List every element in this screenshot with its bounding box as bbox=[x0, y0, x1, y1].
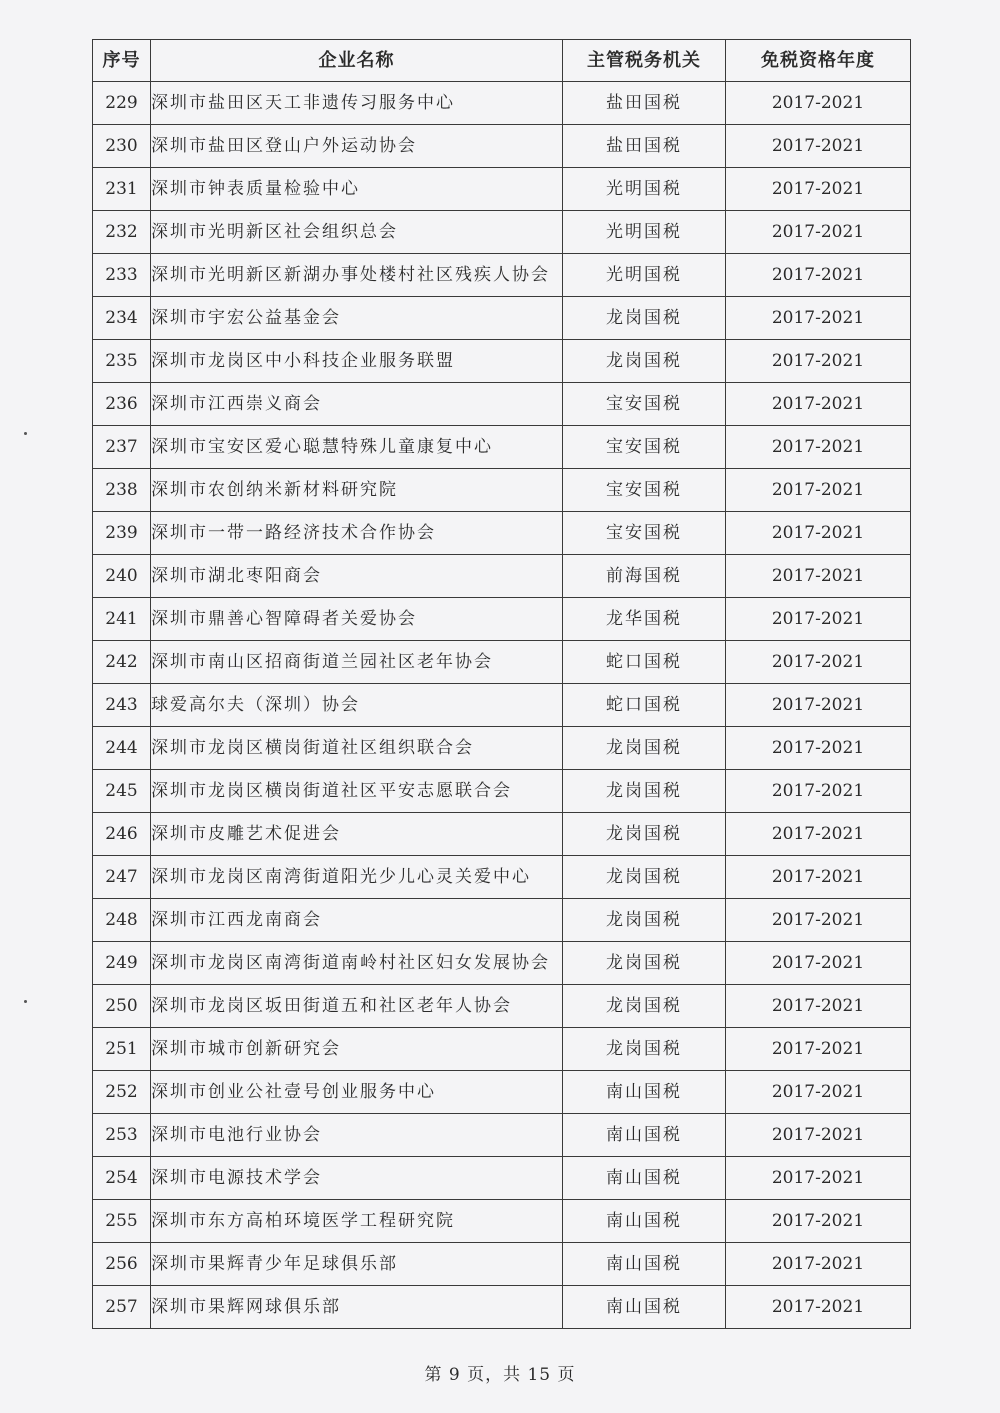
cell-exempt-years: 2017-2021 bbox=[726, 1071, 911, 1114]
table-row bbox=[93, 254, 911, 297]
cell-tax-authority: 光明国税 bbox=[563, 168, 726, 211]
cell-tax-authority: 龙华国税 bbox=[563, 598, 726, 641]
header-exempt-years: 免税资格年度 bbox=[726, 40, 911, 82]
cell-exempt-years: 2017-2021 bbox=[726, 1157, 911, 1200]
cell-company-name: 深圳市宝安区爱心聪慧特殊儿童康复中心 bbox=[151, 426, 563, 469]
cell-serial-number: 242 bbox=[93, 641, 151, 684]
cell-tax-authority: 宝安国税 bbox=[563, 469, 726, 512]
cell-serial-number: 250 bbox=[93, 985, 151, 1028]
cell-tax-authority: 南山国税 bbox=[563, 1071, 726, 1114]
cell-tax-authority: 南山国税 bbox=[563, 1114, 726, 1157]
cell-serial-number: 239 bbox=[93, 512, 151, 555]
cell-serial-number: 245 bbox=[93, 770, 151, 813]
cell-exempt-years: 2017-2021 bbox=[726, 598, 911, 641]
cell-serial-number: 243 bbox=[93, 684, 151, 727]
cell-company-name: 深圳市龙岗区横岗街道社区组织联合会 bbox=[151, 727, 563, 770]
table-row bbox=[93, 1114, 911, 1157]
cell-tax-authority: 龙岗国税 bbox=[563, 942, 726, 985]
cell-exempt-years: 2017-2021 bbox=[726, 684, 911, 727]
cell-serial-number: 236 bbox=[93, 383, 151, 426]
cell-serial-number: 252 bbox=[93, 1071, 151, 1114]
cell-serial-number: 232 bbox=[93, 211, 151, 254]
cell-serial-number: 233 bbox=[93, 254, 151, 297]
cell-exempt-years: 2017-2021 bbox=[726, 383, 911, 426]
table-row bbox=[93, 555, 911, 598]
cell-exempt-years: 2017-2021 bbox=[726, 512, 911, 555]
cell-serial-number: 230 bbox=[93, 125, 151, 168]
table-row bbox=[93, 1286, 911, 1329]
cell-company-name: 深圳市龙岗区中小科技企业服务联盟 bbox=[151, 340, 563, 383]
cell-exempt-years: 2017-2021 bbox=[726, 985, 911, 1028]
table-row bbox=[93, 727, 911, 770]
table-row bbox=[93, 340, 911, 383]
header-tax-authority: 主管税务机关 bbox=[563, 40, 726, 82]
header-serial-number: 序号 bbox=[93, 40, 151, 82]
cell-tax-authority: 蛇口国税 bbox=[563, 684, 726, 727]
cell-serial-number: 246 bbox=[93, 813, 151, 856]
cell-company-name: 深圳市钟表质量检验中心 bbox=[151, 168, 563, 211]
cell-exempt-years: 2017-2021 bbox=[726, 82, 911, 125]
table-row bbox=[93, 469, 911, 512]
cell-serial-number: 241 bbox=[93, 598, 151, 641]
cell-company-name: 深圳市电源技术学会 bbox=[151, 1157, 563, 1200]
table-header-row bbox=[93, 40, 911, 82]
cell-exempt-years: 2017-2021 bbox=[726, 168, 911, 211]
cell-serial-number: 257 bbox=[93, 1286, 151, 1329]
cell-tax-authority: 蛇口国税 bbox=[563, 641, 726, 684]
tax-exempt-table bbox=[92, 39, 911, 1329]
cell-tax-authority: 龙岗国税 bbox=[563, 985, 726, 1028]
cell-exempt-years: 2017-2021 bbox=[726, 254, 911, 297]
cell-tax-authority: 龙岗国税 bbox=[563, 856, 726, 899]
scan-speck bbox=[24, 432, 27, 435]
cell-exempt-years: 2017-2021 bbox=[726, 942, 911, 985]
cell-tax-authority: 龙岗国税 bbox=[563, 727, 726, 770]
scan-speck bbox=[24, 1000, 27, 1003]
cell-exempt-years: 2017-2021 bbox=[726, 770, 911, 813]
cell-company-name: 深圳市东方高柏环境医学工程研究院 bbox=[151, 1200, 563, 1243]
cell-company-name: 深圳市电池行业协会 bbox=[151, 1114, 563, 1157]
table-row bbox=[93, 1157, 911, 1200]
table-row bbox=[93, 856, 911, 899]
cell-company-name: 深圳市盐田区天工非遗传习服务中心 bbox=[151, 82, 563, 125]
table-row bbox=[93, 684, 911, 727]
table-row bbox=[93, 1028, 911, 1071]
table-row bbox=[93, 770, 911, 813]
cell-serial-number: 255 bbox=[93, 1200, 151, 1243]
cell-exempt-years: 2017-2021 bbox=[726, 1286, 911, 1329]
cell-tax-authority: 光明国税 bbox=[563, 254, 726, 297]
cell-tax-authority: 龙岗国税 bbox=[563, 899, 726, 942]
cell-company-name: 深圳市龙岗区横岗街道社区平安志愿联合会 bbox=[151, 770, 563, 813]
cell-tax-authority: 龙岗国税 bbox=[563, 770, 726, 813]
cell-company-name: 深圳市宇宏公益基金会 bbox=[151, 297, 563, 340]
cell-exempt-years: 2017-2021 bbox=[726, 469, 911, 512]
cell-exempt-years: 2017-2021 bbox=[726, 1243, 911, 1286]
cell-serial-number: 247 bbox=[93, 856, 151, 899]
cell-tax-authority: 龙岗国税 bbox=[563, 813, 726, 856]
cell-tax-authority: 前海国税 bbox=[563, 555, 726, 598]
cell-serial-number: 231 bbox=[93, 168, 151, 211]
cell-company-name: 深圳市城市创新研究会 bbox=[151, 1028, 563, 1071]
cell-company-name: 深圳市果辉网球俱乐部 bbox=[151, 1286, 563, 1329]
table-row bbox=[93, 598, 911, 641]
cell-tax-authority: 龙岗国税 bbox=[563, 297, 726, 340]
page-number: 第 9 页，共 15 页 bbox=[424, 1365, 576, 1385]
table-row bbox=[93, 985, 911, 1028]
cell-company-name: 深圳市江西龙南商会 bbox=[151, 899, 563, 942]
cell-company-name: 深圳市盐田区登山户外运动协会 bbox=[151, 125, 563, 168]
cell-tax-authority: 宝安国税 bbox=[563, 512, 726, 555]
cell-tax-authority: 盐田国税 bbox=[563, 82, 726, 125]
cell-company-name: 深圳市龙岗区南湾街道南岭村社区妇女发展协会 bbox=[151, 942, 563, 985]
cell-exempt-years: 2017-2021 bbox=[726, 899, 911, 942]
table-row bbox=[93, 512, 911, 555]
cell-serial-number: 229 bbox=[93, 82, 151, 125]
table-row bbox=[93, 426, 911, 469]
cell-company-name: 深圳市南山区招商街道兰园社区老年协会 bbox=[151, 641, 563, 684]
cell-serial-number: 237 bbox=[93, 426, 151, 469]
cell-company-name: 深圳市果辉青少年足球俱乐部 bbox=[151, 1243, 563, 1286]
cell-tax-authority: 南山国税 bbox=[563, 1286, 726, 1329]
cell-serial-number: 234 bbox=[93, 297, 151, 340]
table-row bbox=[93, 1243, 911, 1286]
cell-exempt-years: 2017-2021 bbox=[726, 555, 911, 598]
cell-tax-authority: 宝安国税 bbox=[563, 426, 726, 469]
cell-exempt-years: 2017-2021 bbox=[726, 426, 911, 469]
cell-company-name: 深圳市光明新区新湖办事处楼村社区残疾人协会 bbox=[151, 254, 563, 297]
table-row bbox=[93, 297, 911, 340]
cell-serial-number: 253 bbox=[93, 1114, 151, 1157]
cell-exempt-years: 2017-2021 bbox=[726, 727, 911, 770]
cell-serial-number: 235 bbox=[93, 340, 151, 383]
cell-exempt-years: 2017-2021 bbox=[726, 1114, 911, 1157]
cell-tax-authority: 光明国税 bbox=[563, 211, 726, 254]
cell-serial-number: 254 bbox=[93, 1157, 151, 1200]
cell-company-name: 深圳市湖北枣阳商会 bbox=[151, 555, 563, 598]
cell-tax-authority: 南山国税 bbox=[563, 1200, 726, 1243]
cell-serial-number: 244 bbox=[93, 727, 151, 770]
cell-company-name: 深圳市江西崇义商会 bbox=[151, 383, 563, 426]
table-row bbox=[93, 1200, 911, 1243]
cell-exempt-years: 2017-2021 bbox=[726, 1028, 911, 1071]
cell-company-name: 深圳市龙岗区南湾街道阳光少儿心灵关爱中心 bbox=[151, 856, 563, 899]
cell-serial-number: 249 bbox=[93, 942, 151, 985]
table-row bbox=[93, 899, 911, 942]
cell-company-name: 深圳市龙岗区坂田街道五和社区老年人协会 bbox=[151, 985, 563, 1028]
cell-company-name: 深圳市一带一路经济技术合作协会 bbox=[151, 512, 563, 555]
header-company-name: 企业名称 bbox=[151, 40, 563, 82]
cell-exempt-years: 2017-2021 bbox=[726, 641, 911, 684]
table-row bbox=[93, 211, 911, 254]
cell-serial-number: 256 bbox=[93, 1243, 151, 1286]
table-row bbox=[93, 383, 911, 426]
cell-company-name: 深圳市皮雕艺术促进会 bbox=[151, 813, 563, 856]
cell-tax-authority: 南山国税 bbox=[563, 1243, 726, 1286]
cell-exempt-years: 2017-2021 bbox=[726, 813, 911, 856]
cell-exempt-years: 2017-2021 bbox=[726, 1200, 911, 1243]
table-row bbox=[93, 641, 911, 684]
cell-tax-authority: 龙岗国税 bbox=[563, 1028, 726, 1071]
cell-exempt-years: 2017-2021 bbox=[726, 211, 911, 254]
cell-serial-number: 240 bbox=[93, 555, 151, 598]
cell-tax-authority: 龙岗国税 bbox=[563, 340, 726, 383]
cell-company-name: 深圳市创业公社壹号创业服务中心 bbox=[151, 1071, 563, 1114]
cell-company-name: 球爱高尔夫（深圳）协会 bbox=[151, 684, 563, 727]
table-row bbox=[93, 942, 911, 985]
table-row bbox=[93, 168, 911, 211]
cell-exempt-years: 2017-2021 bbox=[726, 297, 911, 340]
cell-tax-authority: 宝安国税 bbox=[563, 383, 726, 426]
cell-serial-number: 248 bbox=[93, 899, 151, 942]
cell-exempt-years: 2017-2021 bbox=[726, 340, 911, 383]
cell-company-name: 深圳市鼎善心智障碍者关爱协会 bbox=[151, 598, 563, 641]
cell-company-name: 深圳市光明新区社会组织总会 bbox=[151, 211, 563, 254]
table-body bbox=[93, 82, 911, 1329]
table-row bbox=[93, 82, 911, 125]
cell-company-name: 深圳市农创纳米新材料研究院 bbox=[151, 469, 563, 512]
cell-serial-number: 251 bbox=[93, 1028, 151, 1071]
table-row bbox=[93, 813, 911, 856]
cell-serial-number: 238 bbox=[93, 469, 151, 512]
table-row bbox=[93, 125, 911, 168]
cell-tax-authority: 盐田国税 bbox=[563, 125, 726, 168]
cell-tax-authority: 南山国税 bbox=[563, 1157, 726, 1200]
cell-exempt-years: 2017-2021 bbox=[726, 856, 911, 899]
table-row bbox=[93, 1071, 911, 1114]
cell-exempt-years: 2017-2021 bbox=[726, 125, 911, 168]
